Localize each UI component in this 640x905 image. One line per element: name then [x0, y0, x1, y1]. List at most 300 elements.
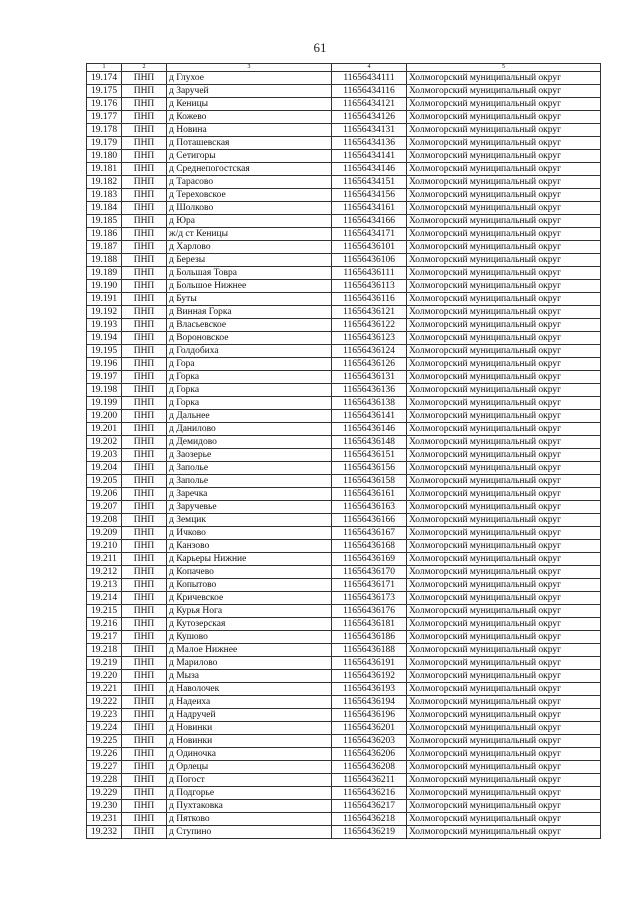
settlement-name: д Горка	[167, 371, 332, 384]
oktmo-code: 11656436194	[332, 696, 407, 709]
municipal-district: Холмогорский муниципальный округ	[407, 605, 601, 618]
table-row	[87, 813, 601, 826]
settlement-type: ПНП	[122, 475, 167, 488]
municipal-district: Холмогорский муниципальный округ	[407, 709, 601, 722]
municipal-district: Холмогорский муниципальный округ	[407, 72, 601, 85]
settlement-type: ПНП	[122, 98, 167, 111]
table-row	[87, 215, 601, 228]
oktmo-code: 11656434141	[332, 150, 407, 163]
oktmo-code: 11656436156	[332, 462, 407, 475]
table-row	[87, 592, 601, 605]
table-row	[87, 748, 601, 761]
table-row	[87, 384, 601, 397]
municipal-district: Холмогорский муниципальный округ	[407, 735, 601, 748]
settlement-type: ПНП	[122, 644, 167, 657]
table-row	[87, 98, 601, 111]
oktmo-code: 11656434116	[332, 85, 407, 98]
settlement-name: д Кеницы	[167, 98, 332, 111]
settlement-name: д Заполье	[167, 475, 332, 488]
settlement-type: ПНП	[122, 488, 167, 501]
settlement-name: д Копытово	[167, 579, 332, 592]
table-row	[87, 579, 601, 592]
row-number: 19.193	[87, 319, 122, 332]
municipal-district: Холмогорский муниципальный округ	[407, 410, 601, 423]
settlement-type: ПНП	[122, 774, 167, 787]
oktmo-code: 11656436201	[332, 722, 407, 735]
municipal-district: Холмогорский муниципальный округ	[407, 293, 601, 306]
municipal-district: Холмогорский муниципальный округ	[407, 462, 601, 475]
settlement-type: ПНП	[122, 163, 167, 176]
municipal-district: Холмогорский муниципальный округ	[407, 228, 601, 241]
oktmo-code: 11656434156	[332, 189, 407, 202]
row-number: 19.217	[87, 631, 122, 644]
settlement-name: д Заручевье	[167, 501, 332, 514]
settlement-type: ПНП	[122, 124, 167, 137]
oktmo-code: 11656436136	[332, 384, 407, 397]
oktmo-code: 11656434126	[332, 111, 407, 124]
settlement-name: д Поташевская	[167, 137, 332, 150]
row-number: 19.175	[87, 85, 122, 98]
municipal-district: Холмогорский муниципальный округ	[407, 98, 601, 111]
row-number: 19.215	[87, 605, 122, 618]
oktmo-code: 11656436121	[332, 306, 407, 319]
settlement-type: ПНП	[122, 761, 167, 774]
municipal-district: Холмогорский муниципальный округ	[407, 280, 601, 293]
oktmo-code: 11656436216	[332, 787, 407, 800]
table-row	[87, 267, 601, 280]
oktmo-code: 11656436123	[332, 332, 407, 345]
row-number: 19.225	[87, 735, 122, 748]
row-number: 19.178	[87, 124, 122, 137]
settlement-type: ПНП	[122, 293, 167, 306]
settlement-name: д Курья Нога	[167, 605, 332, 618]
oktmo-code: 11656436146	[332, 423, 407, 436]
settlement-name: д Пухтаковка	[167, 800, 332, 813]
column-number-row	[87, 64, 601, 72]
row-number: 19.189	[87, 267, 122, 280]
settlement-type: ПНП	[122, 787, 167, 800]
settlement-name: д Земцик	[167, 514, 332, 527]
settlement-type: ПНП	[122, 319, 167, 332]
oktmo-code: 11656434111	[332, 72, 407, 85]
oktmo-code: 11656436211	[332, 774, 407, 787]
settlement-type: ПНП	[122, 696, 167, 709]
page-number: 61	[313, 40, 327, 55]
row-number: 19.207	[87, 501, 122, 514]
municipal-district: Холмогорский муниципальный округ	[407, 332, 601, 345]
oktmo-code: 11656436173	[332, 592, 407, 605]
oktmo-code: 11656434171	[332, 228, 407, 241]
oktmo-code: 11656436113	[332, 280, 407, 293]
settlement-name: д Шолково	[167, 202, 332, 215]
municipal-district: Холмогорский муниципальный округ	[407, 696, 601, 709]
row-number: 19.200	[87, 410, 122, 423]
settlement-name: д Власьевское	[167, 319, 332, 332]
municipal-district: Холмогорский муниципальный округ	[407, 215, 601, 228]
row-number: 19.199	[87, 397, 122, 410]
table-row	[87, 137, 601, 150]
settlement-type: ПНП	[122, 267, 167, 280]
row-number: 19.197	[87, 371, 122, 384]
table-row	[87, 787, 601, 800]
settlement-type: ПНП	[122, 657, 167, 670]
table-row	[87, 254, 601, 267]
settlement-type: ПНП	[122, 215, 167, 228]
settlement-type: ПНП	[122, 527, 167, 540]
table-row	[87, 449, 601, 462]
column-header-1: 1	[87, 64, 122, 72]
settlement-name: д Среднепогостская	[167, 163, 332, 176]
oktmo-code: 11656436141	[332, 410, 407, 423]
settlement-type: ПНП	[122, 150, 167, 163]
oktmo-code: 11656436163	[332, 501, 407, 514]
row-number: 19.210	[87, 540, 122, 553]
row-number: 19.231	[87, 813, 122, 826]
table-row	[87, 709, 601, 722]
municipal-district: Холмогорский муниципальный округ	[407, 124, 601, 137]
settlement-name: д Пятково	[167, 813, 332, 826]
settlement-name: д Новина	[167, 124, 332, 137]
row-number: 19.230	[87, 800, 122, 813]
municipal-district: Холмогорский муниципальный округ	[407, 813, 601, 826]
row-number: 19.216	[87, 618, 122, 631]
settlement-name: д Наволочек	[167, 683, 332, 696]
settlement-name: д Ступино	[167, 826, 332, 839]
oktmo-code: 11656436176	[332, 605, 407, 618]
table-row	[87, 553, 601, 566]
settlement-type: ПНП	[122, 410, 167, 423]
table-row	[87, 475, 601, 488]
municipal-district: Холмогорский муниципальный округ	[407, 618, 601, 631]
table-row	[87, 722, 601, 735]
settlement-type: ПНП	[122, 358, 167, 371]
row-number: 19.213	[87, 579, 122, 592]
table-row	[87, 85, 601, 98]
oktmo-code: 11656436192	[332, 670, 407, 683]
row-number: 19.184	[87, 202, 122, 215]
row-number: 19.224	[87, 722, 122, 735]
settlement-name: д Одиночка	[167, 748, 332, 761]
row-number: 19.222	[87, 696, 122, 709]
table-row	[87, 774, 601, 787]
settlement-name: д Тереховское	[167, 189, 332, 202]
table-row	[87, 683, 601, 696]
row-number: 19.228	[87, 774, 122, 787]
row-number: 19.218	[87, 644, 122, 657]
column-header-4: 4	[332, 64, 407, 72]
municipal-district: Холмогорский муниципальный округ	[407, 384, 601, 397]
table-row	[87, 631, 601, 644]
municipal-district: Холмогорский муниципальный округ	[407, 449, 601, 462]
table-row	[87, 826, 601, 839]
settlement-type: ПНП	[122, 241, 167, 254]
table-row	[87, 163, 601, 176]
row-number: 19.203	[87, 449, 122, 462]
settlement-type: ПНП	[122, 280, 167, 293]
settlement-type: ПНП	[122, 176, 167, 189]
settlement-type: ПНП	[122, 800, 167, 813]
municipal-district: Холмогорский муниципальный округ	[407, 722, 601, 735]
municipal-district: Холмогорский муниципальный округ	[407, 670, 601, 683]
table-row	[87, 319, 601, 332]
row-number: 19.176	[87, 98, 122, 111]
settlement-name: д Юра	[167, 215, 332, 228]
municipal-district: Холмогорский муниципальный округ	[407, 553, 601, 566]
table-row	[87, 605, 601, 618]
settlement-name: д Карьеры Нижние	[167, 553, 332, 566]
settlement-name: д Кушово	[167, 631, 332, 644]
municipal-district: Холмогорский муниципальный округ	[407, 254, 601, 267]
municipal-district: Холмогорский муниципальный округ	[407, 397, 601, 410]
settlement-type: ПНП	[122, 566, 167, 579]
table-row	[87, 618, 601, 631]
oktmo-code: 11656436158	[332, 475, 407, 488]
oktmo-code: 11656434121	[332, 98, 407, 111]
settlement-type: ПНП	[122, 618, 167, 631]
row-number: 19.205	[87, 475, 122, 488]
row-number: 19.220	[87, 670, 122, 683]
table-row	[87, 124, 601, 137]
row-number: 19.211	[87, 553, 122, 566]
table-row	[87, 371, 601, 384]
settlement-name: д Березы	[167, 254, 332, 267]
settlement-name: д Дальнее	[167, 410, 332, 423]
settlement-name: д Кожево	[167, 111, 332, 124]
oktmo-code: 11656434146	[332, 163, 407, 176]
table-row	[87, 176, 601, 189]
municipal-district: Холмогорский муниципальный округ	[407, 787, 601, 800]
settlement-name: д Заречка	[167, 488, 332, 501]
municipal-district: Холмогорский муниципальный округ	[407, 748, 601, 761]
settlement-type: ПНП	[122, 501, 167, 514]
settlement-name: д Погост	[167, 774, 332, 787]
settlement-name: д Орлецы	[167, 761, 332, 774]
settlement-type: ПНП	[122, 514, 167, 527]
table-row	[87, 332, 601, 345]
oktmo-code: 11656434151	[332, 176, 407, 189]
settlement-name: д Горка	[167, 384, 332, 397]
oktmo-code: 11656436161	[332, 488, 407, 501]
settlement-name: д Данилово	[167, 423, 332, 436]
table-row	[87, 345, 601, 358]
oktmo-code: 11656436203	[332, 735, 407, 748]
settlement-type: ПНП	[122, 813, 167, 826]
oktmo-code: 11656436217	[332, 800, 407, 813]
oktmo-code: 11656436169	[332, 553, 407, 566]
oktmo-code: 11656436148	[332, 436, 407, 449]
settlement-name: д Мыза	[167, 670, 332, 683]
settlement-type: ПНП	[122, 228, 167, 241]
municipal-district: Холмогорский муниципальный округ	[407, 683, 601, 696]
oktmo-code: 11656436116	[332, 293, 407, 306]
table-row	[87, 306, 601, 319]
municipal-district: Холмогорский муниципальный округ	[407, 774, 601, 787]
table-row	[87, 189, 601, 202]
settlements-table	[86, 63, 601, 839]
municipal-district: Холмогорский муниципальный округ	[407, 137, 601, 150]
municipal-district: Холмогорский муниципальный округ	[407, 826, 601, 839]
settlement-type: ПНП	[122, 384, 167, 397]
row-number: 19.177	[87, 111, 122, 124]
row-number: 19.201	[87, 423, 122, 436]
oktmo-code: 11656436171	[332, 579, 407, 592]
settlement-name: д Новинки	[167, 735, 332, 748]
settlement-name: д Надручей	[167, 709, 332, 722]
settlement-name: д Горка	[167, 397, 332, 410]
settlement-name: д Буты	[167, 293, 332, 306]
settlement-name: д Гора	[167, 358, 332, 371]
oktmo-code: 11656436206	[332, 748, 407, 761]
oktmo-code: 11656436181	[332, 618, 407, 631]
settlement-name: д Голдобиха	[167, 345, 332, 358]
row-number: 19.179	[87, 137, 122, 150]
municipal-district: Холмогорский муниципальный округ	[407, 631, 601, 644]
settlement-type: ПНП	[122, 202, 167, 215]
row-number: 19.202	[87, 436, 122, 449]
settlement-name: д Винная Горка	[167, 306, 332, 319]
table-row	[87, 540, 601, 553]
table-row	[87, 514, 601, 527]
settlement-type: ПНП	[122, 735, 167, 748]
table-row	[87, 761, 601, 774]
settlement-name: д Марилово	[167, 657, 332, 670]
settlement-type: ПНП	[122, 722, 167, 735]
row-number: 19.188	[87, 254, 122, 267]
settlement-type: ПНП	[122, 189, 167, 202]
row-number: 19.174	[87, 72, 122, 85]
municipal-district: Холмогорский муниципальный округ	[407, 436, 601, 449]
settlement-name: д Большая Товра	[167, 267, 332, 280]
settlement-name: д Тарасово	[167, 176, 332, 189]
table-row	[87, 488, 601, 501]
municipal-district: Холмогорский муниципальный округ	[407, 150, 601, 163]
oktmo-code: 11656436138	[332, 397, 407, 410]
table-row	[87, 527, 601, 540]
row-number: 19.183	[87, 189, 122, 202]
oktmo-code: 11656436167	[332, 527, 407, 540]
settlement-name: д Демидово	[167, 436, 332, 449]
settlement-name: д Малое Нижнее	[167, 644, 332, 657]
oktmo-code: 11656436188	[332, 644, 407, 657]
settlement-type: ПНП	[122, 371, 167, 384]
oktmo-code: 11656436106	[332, 254, 407, 267]
settlement-name: д Глухое	[167, 72, 332, 85]
table-row	[87, 670, 601, 683]
settlement-type: ПНП	[122, 826, 167, 839]
settlement-type: ПНП	[122, 449, 167, 462]
table-row	[87, 501, 601, 514]
settlement-name: д Кутозерская	[167, 618, 332, 631]
row-number: 19.195	[87, 345, 122, 358]
settlement-type: ПНП	[122, 436, 167, 449]
municipal-district: Холмогорский муниципальный округ	[407, 514, 601, 527]
oktmo-code: 11656436191	[332, 657, 407, 670]
settlement-type: ПНП	[122, 540, 167, 553]
settlement-name: д Заозерье	[167, 449, 332, 462]
column-header-2: 2	[122, 64, 167, 72]
row-number: 19.214	[87, 592, 122, 605]
municipal-district: Холмогорский муниципальный округ	[407, 800, 601, 813]
settlement-type: ПНП	[122, 748, 167, 761]
table-row	[87, 111, 601, 124]
municipal-district: Холмогорский муниципальный округ	[407, 592, 601, 605]
settlement-type: ПНП	[122, 397, 167, 410]
settlement-type: ПНП	[122, 605, 167, 618]
settlement-name: д Новинки	[167, 722, 332, 735]
municipal-district: Холмогорский муниципальный округ	[407, 371, 601, 384]
row-number: 19.232	[87, 826, 122, 839]
table-row	[87, 150, 601, 163]
settlement-name: д Канзово	[167, 540, 332, 553]
municipal-district: Холмогорский муниципальный округ	[407, 176, 601, 189]
table-row	[87, 410, 601, 423]
oktmo-code: 11656436170	[332, 566, 407, 579]
settlement-name: д Кричевское	[167, 592, 332, 605]
table-row	[87, 436, 601, 449]
settlement-type: ПНП	[122, 72, 167, 85]
row-number: 19.204	[87, 462, 122, 475]
municipal-district: Холмогорский муниципальный округ	[407, 163, 601, 176]
settlement-name: д Ичково	[167, 527, 332, 540]
settlement-type: ПНП	[122, 631, 167, 644]
table-row	[87, 644, 601, 657]
oktmo-code: 11656436124	[332, 345, 407, 358]
municipal-district: Холмогорский муниципальный округ	[407, 267, 601, 280]
settlement-type: ПНП	[122, 345, 167, 358]
municipal-district: Холмогорский муниципальный округ	[407, 189, 601, 202]
municipal-district: Холмогорский муниципальный округ	[407, 501, 601, 514]
table-row	[87, 202, 601, 215]
oktmo-code: 11656436111	[332, 267, 407, 280]
table-row	[87, 72, 601, 85]
municipal-district: Холмогорский муниципальный округ	[407, 475, 601, 488]
municipal-district: Холмогорский муниципальный округ	[407, 527, 601, 540]
row-number: 19.196	[87, 358, 122, 371]
table-row	[87, 280, 601, 293]
column-header-5: 5	[407, 64, 601, 72]
municipal-district: Холмогорский муниципальный округ	[407, 644, 601, 657]
table-row	[87, 228, 601, 241]
settlement-type: ПНП	[122, 579, 167, 592]
table-row	[87, 735, 601, 748]
settlement-name: д Подгорье	[167, 787, 332, 800]
row-number: 19.208	[87, 514, 122, 527]
row-number: 19.212	[87, 566, 122, 579]
settlement-type: ПНП	[122, 111, 167, 124]
row-number: 19.227	[87, 761, 122, 774]
oktmo-code: 11656436186	[332, 631, 407, 644]
row-number: 19.206	[87, 488, 122, 501]
row-number: 19.194	[87, 332, 122, 345]
settlement-name: д Харлово	[167, 241, 332, 254]
oktmo-code: 11656436166	[332, 514, 407, 527]
row-number: 19.190	[87, 280, 122, 293]
column-header-3: 3	[167, 64, 332, 72]
settlement-type: ПНП	[122, 553, 167, 566]
oktmo-code: 11656436218	[332, 813, 407, 826]
table-row	[87, 358, 601, 371]
row-number: 19.219	[87, 657, 122, 670]
table-row	[87, 800, 601, 813]
settlement-name: д Вороновское	[167, 332, 332, 345]
table-row	[87, 423, 601, 436]
settlement-type: ПНП	[122, 306, 167, 319]
oktmo-code: 11656434161	[332, 202, 407, 215]
municipal-district: Холмогорский муниципальный округ	[407, 306, 601, 319]
oktmo-code: 11656436151	[332, 449, 407, 462]
oktmo-code: 11656436208	[332, 761, 407, 774]
table-row	[87, 397, 601, 410]
